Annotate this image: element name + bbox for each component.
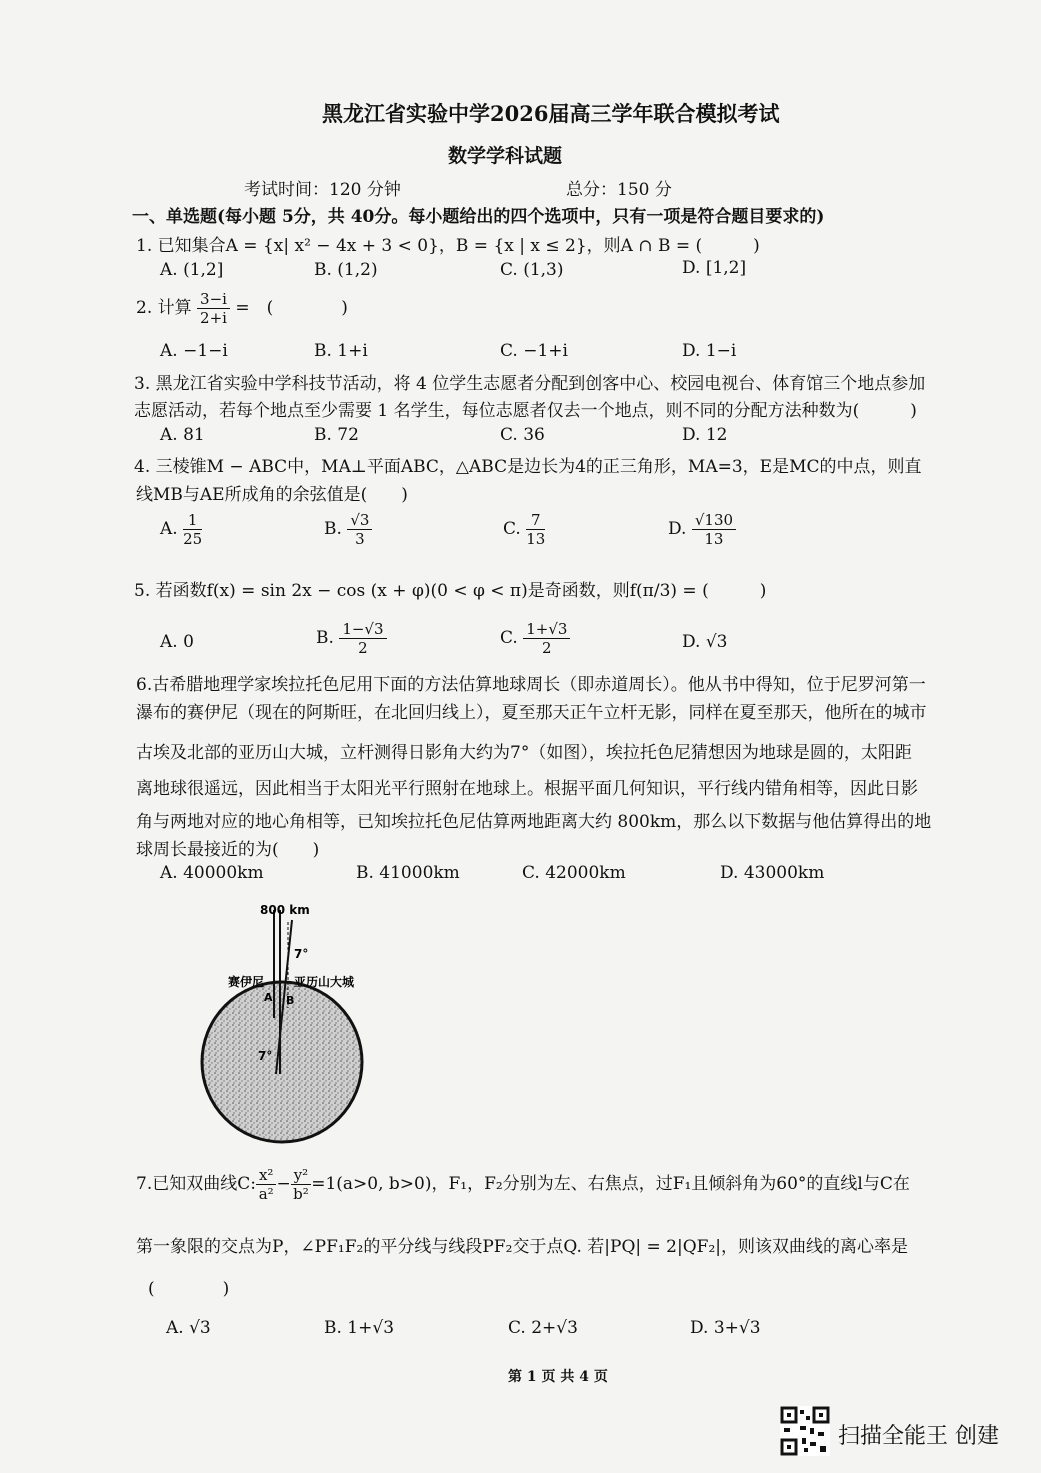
q4-option-a <box>160 511 202 548</box>
q4-b-num: √3 <box>347 511 372 530</box>
q3-option-b: B. 72 <box>314 425 359 445</box>
q5-option-b <box>316 620 387 657</box>
q5-c-den: 2 <box>542 639 552 657</box>
page-footer: 第 1 页 共 4 页 <box>508 1369 608 1385</box>
q6-option-b: B. 41000km <box>356 863 460 883</box>
q5-option-c-label: C. <box>500 628 518 648</box>
q4-option-b <box>324 511 372 548</box>
q4-b-den: 3 <box>355 530 365 548</box>
q7-frac1 <box>256 1166 276 1203</box>
q7-den1: a² <box>258 1185 274 1203</box>
q7-den2: b² <box>293 1185 309 1203</box>
q7-line1: 7.已知双曲线C: $\frac{\text{x²}}{\text{a²}}$ − $\frac{\text{y²}}{\text{b²}}$ =1(a>0, b>0)，F₁，F₂分别为左、右焦点，过F₁且倾斜角为60°的直线l与C在 <box>136 1166 910 1203</box>
scanner-watermark: 扫描全能王 创建 <box>838 1424 999 1449</box>
q2-fraction <box>197 290 230 327</box>
q6-option-d: D. 43000km <box>720 863 825 883</box>
q7-option-d: D. 3+√3 <box>690 1318 761 1338</box>
exam-title: 黑龙江省实验中学2026届高三学年联合模拟考试 <box>322 101 780 126</box>
exam-score: 总分：150 分 <box>566 180 672 200</box>
q2-suffix: = ( ) <box>235 298 348 318</box>
q5-b-den: 2 <box>358 639 368 657</box>
q4-option-a-fraction <box>183 511 202 548</box>
q2-stem <box>136 290 348 327</box>
q6-option-c: C. 42000km <box>522 863 626 883</box>
q3-option-a: A. 81 <box>160 425 205 445</box>
q4-option-d-fraction <box>692 511 736 548</box>
q5-b-num: 1−√3 <box>339 620 386 639</box>
q1-stem: 1. 已知集合A = {x| x² − 4x + 3 < 0}，B = {x | x ≤ 2}，则A ∩ B = ( ) <box>136 236 760 256</box>
q1-option-d: D. [1,2] <box>682 258 747 278</box>
q5-c-num: 1+√3 <box>523 620 570 639</box>
q6-option-a: A. 40000km <box>160 863 264 883</box>
q7-rest: =1(a>0, b>0)，F₁，F₂分别为左、右焦点，过F₁且倾斜角为60°的直线l与C在 <box>311 1174 910 1194</box>
q4-line2: 线MB与AE所成角的余弦值是( ) <box>136 485 408 505</box>
q6-line1: 6.古希腊地理学家埃拉托色尼用下面的方法估算地球周长（即赤道周长）。他从书中得知，位于尼罗河第一 <box>136 675 926 695</box>
q4-option-a-label: A. <box>160 519 178 539</box>
q4-d-den: 13 <box>704 530 724 548</box>
fig-syene-label: 赛伊尼 <box>228 975 265 989</box>
q7-line2: 第一象限的交点为P，∠PF₁F₂的平分线与线段PF₂交于点Q. 若|PQ| = 2|QF₂|，则该双曲线的离心率是 <box>136 1237 908 1257</box>
q5-option-a: A. 0 <box>160 632 194 652</box>
q3-option-c: C. 36 <box>500 425 545 445</box>
q1-option-c: C. (1,3) <box>500 260 564 280</box>
qr-code-icon <box>780 1406 830 1456</box>
q7-option-c: C. 2+√3 <box>508 1318 578 1338</box>
q5-option-b-fraction <box>339 620 386 657</box>
fig-point-b: B <box>286 994 295 1007</box>
q5-option-b-label: B. <box>316 628 334 648</box>
q2-option-c: C. −1+i <box>500 341 568 361</box>
q7-prefix: 7.已知双曲线C: <box>136 1174 256 1194</box>
section-heading: 一、单选题(每小题 5分，共 40分。每小题给出的四个选项中，只有一项是符合题目要求的) <box>132 207 825 227</box>
q2-prefix: 2. 计算 <box>136 298 192 318</box>
q6-line5: 角与两地对应的地心角相等，已知埃拉托色尼估算两地距离大约 800km，那么以下数据与他估算得出的地 <box>136 812 932 832</box>
q2-option-d: D. 1−i <box>682 341 737 361</box>
earth-diagram <box>196 898 386 1158</box>
q2-numerator: 3−i <box>197 290 230 309</box>
fig-angle-center: 7° <box>258 1049 273 1063</box>
q4-option-b-label: B. <box>324 519 342 539</box>
q4-option-b-fraction <box>347 511 372 548</box>
q3-line1: 3. 黑龙江省实验中学科技节活动，将 4 位学生志愿者分配到创客中心、校园电视台、体育馆三个地点参加 <box>134 374 926 394</box>
q6-line3: 古埃及北部的亚历山大城，立杆测得日影角大约为7°（如图），埃拉托色尼猜想因为地球是圆的，太阳距 <box>136 743 912 763</box>
q7-num2: y² <box>291 1166 312 1185</box>
q7-frac2 <box>291 1166 312 1203</box>
q7-num1: x² <box>256 1166 276 1185</box>
q5-option-d: D. √3 <box>682 632 728 652</box>
q7-line3: ( ) <box>148 1279 230 1299</box>
q4-option-d-label: D. <box>668 519 687 539</box>
q2-option-a: A. −1−i <box>160 341 228 361</box>
q7-option-a: A. √3 <box>166 1318 211 1338</box>
q4-option-d <box>668 511 736 548</box>
q4-d-num: √130 <box>692 511 736 530</box>
exam-subtitle: 数学学科试题 <box>448 145 563 167</box>
q4-c-den: 13 <box>526 530 546 548</box>
q4-option-c-fraction <box>526 511 545 548</box>
q7-option-b: B. 1+√3 <box>324 1318 395 1338</box>
q2-option-b: B. 1+i <box>314 341 368 361</box>
earth-circle <box>202 982 362 1142</box>
fig-distance-label: 800 km <box>260 903 310 917</box>
q6-line6: 球周长最接近的为( ) <box>136 840 320 860</box>
q5-option-c <box>500 620 570 657</box>
q6-line2: 瀑布的赛伊尼（现在的阿斯旺，在北回归线上），夏至那天正午立杆无影，同样在夏至那天，他所在的城市 <box>136 703 927 723</box>
q4-option-c-label: C. <box>503 519 521 539</box>
q4-a-den: 25 <box>183 530 203 548</box>
fig-alexandria-label: 亚历山大城 <box>294 975 355 989</box>
q5-stem: 5. 若函数f(x) = sin 2x − cos (x + φ)(0 < φ < π)是奇函数，则f(π/3) = ( ) <box>134 581 767 601</box>
q4-line1: 4. 三棱锥M − ABC中，MA⊥平面ABC，△ABC是边长为4的正三角形，MA=3，E是MC的中点，则直 <box>134 457 922 477</box>
q6-line4: 离地球很遥远，因此相当于太阳光平行照射在地球上。根据平面几何知识，平行线内错角相等，因此日影 <box>136 779 918 799</box>
fig-angle-top: 7° <box>294 947 309 961</box>
q4-c-num: 7 <box>526 511 545 530</box>
fig-point-a: A <box>264 991 273 1004</box>
q5-option-c-fraction <box>523 620 570 657</box>
q3-line2: 志愿活动，若每个地点至少需要 1 名学生，每位志愿者仅去一个地点，则不同的分配方法种数为( ) <box>134 401 917 421</box>
q1-option-a: A. (1,2] <box>160 260 224 280</box>
q4-option-c <box>503 511 545 548</box>
q4-a-num: 1 <box>183 511 202 530</box>
exam-time: 考试时间：120 分钟 <box>244 180 401 200</box>
q3-option-d: D. 12 <box>682 425 728 445</box>
q1-option-b: B. (1,2) <box>314 260 378 280</box>
q2-denominator: 2+i <box>200 309 227 327</box>
